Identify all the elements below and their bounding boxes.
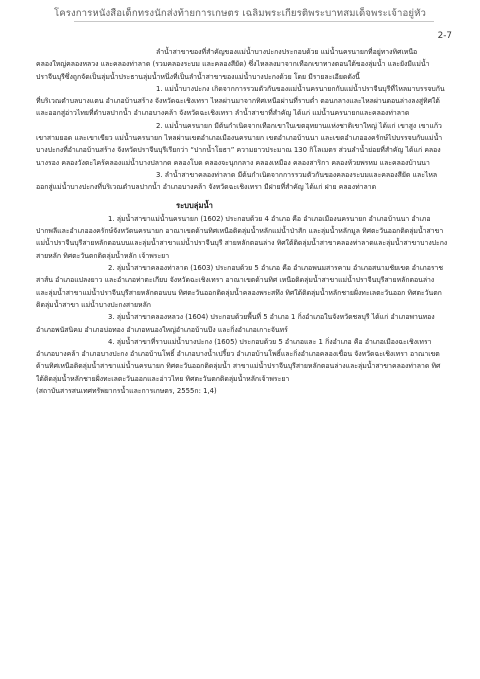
header-divider xyxy=(74,21,434,22)
basin-paragraph-1603: 2. ลุ่มน้ำสาขาคลองท่าลาด (1603) ประกอบด้วย 5 อำเภอ คือ อำเภอพนมสารคาม อำเภอสนามชัยเขต อำเภอราชสาส์น อำเภอแปลงยาว และอำเภอท่าตะเกียบ จังหวัดฉะเชิงเทรา อาณาเขตด้านทิศ เหนือติดลุ่มน้ำสาขาแม่น้ำปราจีนบุรีสายหลักตอนล่าง และลุ่มน้ำสาขาแม่น้ำปราจีนบุรีสายหลักตอนบน ทิศตะวันออกติดลุ่มน้ำคลองพระสทึง ทิศใต้ติดลุ่มน้ำหลักชายฝั่งทะเลตะวันออก ทิศตะวันตกติดลุ่มน้ำสาขา แม่น้ำบางปะกงสายหลัก xyxy=(36,264,444,309)
paragraph-nakhon-nayok: 2. แม่น้ำนครนายก มีต้นกำเนิดจากเทือกเขาในเขตอุทยานแห่งชาติเขาใหญ่ ได้แก่ เขาสูง เขาแก้ว เขาสามยอด และเขาเขียว แม่น้ำนครนายก ไหลผ่านเขตอำเภอเมืองนครนายก เขตอำเภอบ้านนา และเขตอำเภอองครักษ์ไปบรรจบกับแม่น้ำบางปะกงที่อำเภอบ้านสร้าง จังหวัดปราจีนบุรีเรียกว่า “ปากน้ำโยธา” ความยาวประมาณ 130 กิโลเมตร ส่วนลำน้ำย่อยที่สำคัญ ได้แก่ คลองนางรอง คลองวังตะไคร้คลองแม่น้ำบางปลากด คลองโบด คลองจะนุกกลาง คลองเหมือง คลองสาริกา คลองห้วยพรหม และคลองบ้านนา xyxy=(36,121,443,167)
basin-paragraph-1605: 4. ลุ่มน้ำสาขาที่ราบแม่น้ำบางปะกง (1605) ประกอบด้วย 5 อำเภอและ 1 กิ่งอำเภอ คือ อำเภอเมืองฉะเชิงเทรา อำเภอบางคล้า อำเภอบางปะกง อำเภอบ้านโพธิ์ อำเภอบางน้ำเปรี้ยว อำเภอบ้านโพธิ์และกิ่งอำเภอคลองเขื่อน จังหวัดฉะเชิงเทรา อาณาเขตด้านทิศเหนือติดลุ่มน้ำสาขาแม่น้ำนครนายก ทิศตะวันออกติดลุ่มน้ำ สาขาแม่น้ำปราจีนบุรีสายหลักตอนล่างและลุ่มน้ำสาขาคลองท่าลาด ทิศใต้ติดลุ่มน้ำหลักชายฝั่งทะเลตะวันออกและอ่าวไทย ทิศตะวันตกติดลุ่มน้ำหลักเจ้าพระยา xyxy=(36,337,441,383)
citation: (สถาบันสารสนเทศทรัพยากรน้ำและการเกษตร, 2555ก: 1,4) xyxy=(36,387,217,396)
basin-paragraph-1602: 1. ลุ่มน้ำสาขาแม่น้ำนครนายก (1602) ประกอบด้วย 4 อำเภอ คือ อำเภอเมืองนครนายก อำเภอบ้านนา อำเภอปากพลีและอำเภอองครักษ์จังหวัดนครนายก อาณาเขตด้านทิศเหนือติดลุ่มน้ำหลักแม่น้ำป่าสัก และลุ่มน้ำหลักมูล ทิศตะวันออกติดลุ่มน้ำสาขาแม่น้ำปราจีนบุรีสายหลักตอนบนและลุ่มน้ำสาขาแม่น้ำปราจีนบุรี สายหลักตอนล่าง ทิศใต้ติดลุ่มน้ำสาขาคลองท่าลาดและลุ่มน้ำสาขาบางปะกงสายหลัก ทิศตะวันตกติดลุ่มน้ำหลัก เจ้าพระยา xyxy=(36,214,448,260)
document-body xyxy=(36,46,448,397)
intro-paragraph: ลำน้ำสาขาของที่สำคัญของแม่น้ำบางปะกงประกอบด้วย แม่น้ำนครนายกที่อยู่ทางทิศเหนือ คลองใหญ่คลองหลวง และคลองท่าลาด (รวมคลองระบม และคลองสียัด) ซึ่งไหลลงมาจากเทือกเขาทางตอนใต้ของลุ่มน้ำ และยังมีแม่น้ำปราจีนบุรีซึ่งถูกจัดเป็นลุ่มน้ำประธานลุ่มน้ำหนึ่งที่เป็นลำน้ำสาขาของแม่น้ำบางปะกงด้วย โดย มีรายละเอียดดังนี้ xyxy=(36,48,430,81)
paragraph-bang-pakong: 1. แม่น้ำบางปะกง เกิดจากการรวมตัวกันของแม่น้ำนครนายกกับแม่น้ำปราจีนบุรีที่ไหลมาบรรจบกัน ที่บริเวณตำบลบางแตน อำเภอบ้านสร้าง จังหวัดฉะเชิงเทรา ไหลผ่านมาจากทิศเหนือผ่านที่ราบต่ำ ตอนกลางและไหลผ่านตอนล่างลงสู่ทิศใต้และออกสู่อ่าวไทยที่ตำบลปากน้ำ อำเภอบางคล้า จังหวัดฉะเชิงเทรา ลำน้ำสาขาที่สำคัญ ได้แก่ แม่น้ำนครนายกและคลองท่าลาด xyxy=(36,84,445,118)
running-header: โครงการหนังสือเด็กทรงนักส่งท้ายการเกษตร เฉลิมพระเกียรติพระบาทสมเด็จพระเจ้าอยู่หัว xyxy=(53,8,427,19)
basin-paragraph-1604: 3. ลุ่มน้ำสาขาคลองหลวง (1604) ประกอบด้วยพื้นที่ 5 อำเภอ 1 กิ่งอำเภอในจังหวัดชลบุรี ได้แก่ อำเภอพานทอง อำเภอพนัสนิคม อำเภอบ่อทอง อำเภอหนองใหญ่อำเภอบ้านบึง และกิ่งอำเภอเกาะจันทร์ xyxy=(36,313,435,334)
paragraph-tha-lat: 3. ลำน้ำสาขาคลองท่าลาด มีต้นกำเนิดจากการรวมตัวกันของคลองระบมและคลองสียัด และไหลออกสู่แม่น้ำบางปะกงที่บริเวณตำบลปากน้ำ อำเภอบางคล้า จังหวัดฉะเชิงเทรา มีฝายที่สำคัญ ได้แก่ ฝาย คลองท่าลาด xyxy=(36,170,438,192)
page-number: 2-7 xyxy=(437,31,452,41)
section-heading-watershed: ระบบลุ่มน้ำ xyxy=(176,200,213,210)
